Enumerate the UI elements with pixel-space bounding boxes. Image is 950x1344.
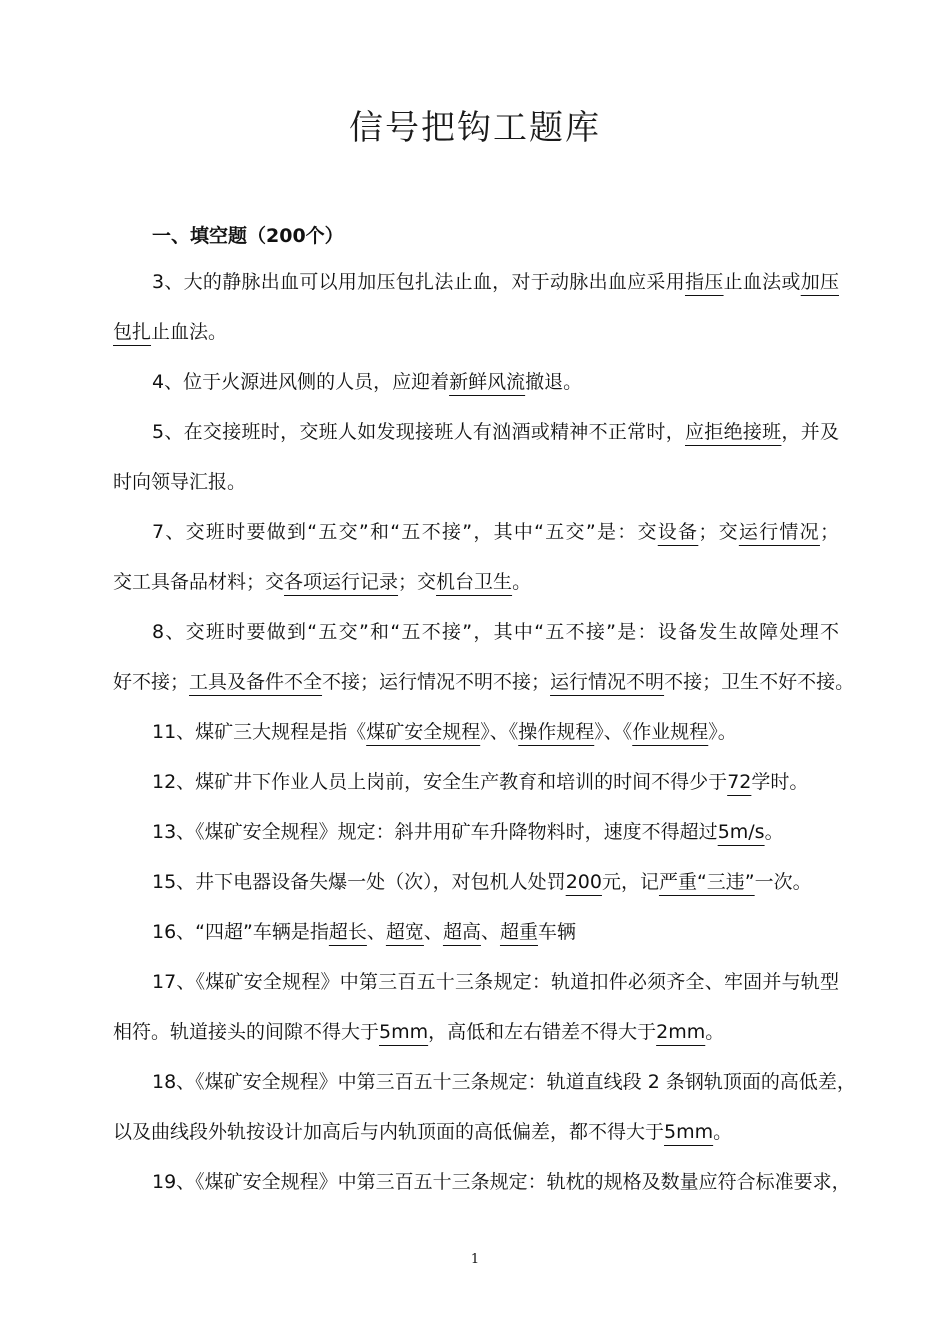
answer-blank: 应拒绝接班 — [685, 421, 782, 443]
text-line — [113, 970, 839, 994]
answer-blank: 运行情况 — [738, 521, 820, 543]
text-segment: 18、《煤矿安全规程》中第三百五十三条规定：轨道直线段 2 条钢轨顶面的高低差， — [152, 1071, 856, 1093]
text-segment: 、 — [480, 921, 500, 943]
answer-blank: 加压 — [800, 271, 839, 293]
answer-blank: 72 — [727, 771, 752, 793]
answer-blank: 2mm — [656, 1021, 706, 1043]
text-line — [113, 1120, 839, 1144]
text-segment: 交工具备品材料；交 — [113, 571, 285, 593]
answer-blank: 超高 — [442, 921, 481, 943]
text-line — [113, 470, 839, 494]
text-segment: 3、大的静脉出血可以用加压包扎法止血，对于动脉出血应采用 — [152, 271, 685, 293]
answer-blank: 超长 — [328, 921, 367, 943]
text-segment: 好不接； — [113, 671, 190, 693]
text-segment: 11、煤矿三大规程是指《 — [152, 721, 367, 743]
text-line — [113, 920, 839, 944]
text-segment: ，高低和左右错差不得大于 — [428, 1021, 657, 1043]
text-segment: 19、《煤矿安全规程》中第三百五十三条规定：轨枕的规格及数量应符合标准要求， — [152, 1171, 851, 1193]
text-segment: 。 — [512, 571, 532, 593]
text-line — [113, 570, 839, 594]
text-line — [113, 720, 839, 744]
text-line — [113, 520, 839, 544]
answer-blank: 各项运行记录 — [284, 571, 399, 593]
text-line — [113, 770, 839, 794]
text-segment: 7、交班时要做到“五交”和“五不接”，其中“五交”是：交 — [152, 521, 658, 543]
answer-blank: 超宽 — [385, 921, 424, 943]
text-segment: 8、交班时要做到“五交”和“五不接”，其中“五不接”是：设备发生故障处理不 — [152, 621, 839, 643]
text-segment: 撤退。 — [525, 371, 583, 393]
text-segment: ；交 — [398, 571, 437, 593]
answer-blank: 机台卫生 — [436, 571, 513, 593]
text-segment: 》、《 — [594, 721, 633, 743]
answer-blank: 5mm — [379, 1021, 429, 1043]
text-segment: 15、井下电器设备失爆一处（次），对包机人处罚 — [152, 871, 566, 893]
text-segment: 17、《煤矿安全规程》中第三百五十三条规定：轨道扣件必须齐全、牢固并与轨型 — [152, 971, 839, 993]
text-segment: 5、在交接班时，交班人如发现接班人有汹酒或精神不正常时， — [152, 421, 685, 443]
text-segment: 。 — [705, 1021, 725, 1043]
answer-blank: 指压 — [684, 271, 724, 293]
text-line — [113, 620, 839, 644]
text-line — [113, 820, 839, 844]
text-line — [113, 1020, 839, 1044]
answer-blank: 5m/s — [717, 821, 765, 843]
text-segment: 止血法或 — [723, 271, 801, 293]
text-segment: 。 — [713, 1121, 733, 1143]
text-segment: 一次。 — [754, 871, 812, 893]
answer-blank: 作业规程 — [632, 721, 709, 743]
text-segment: ； — [819, 521, 839, 543]
text-segment: 12、煤矿井下作业人员上岗前，安全生产教育和培训的时间不得少于 — [152, 771, 728, 793]
text-segment: 》、《 — [480, 721, 519, 743]
answer-blank: 工具及备件不全 — [189, 671, 323, 693]
text-segment: 、 — [423, 921, 443, 943]
text-line — [113, 420, 839, 444]
answer-blank: 运行情况不明 — [550, 671, 665, 693]
text-segment: 学时。 — [751, 771, 809, 793]
text-segment: 》。 — [708, 721, 737, 743]
answer-blank: 200 — [565, 871, 602, 893]
text-segment: 16、“四超”车辆是指 — [152, 921, 329, 943]
answer-blank: 新鲜风流 — [449, 371, 526, 393]
answer-blank: 超重 — [499, 921, 538, 943]
text-segment: 不接；运行情况不明不接； — [322, 671, 551, 693]
text-segment: 不接；卫生不好不接。 — [664, 671, 855, 693]
text-segment: ；交 — [698, 521, 739, 543]
text-segment: 时向领导汇报。 — [113, 471, 247, 493]
text-segment: 元，记 — [601, 871, 659, 893]
text-line — [113, 320, 839, 344]
text-line — [113, 370, 839, 394]
answer-blank: 操作规程 — [518, 721, 595, 743]
text-line — [113, 1070, 856, 1094]
answer-blank: 煤矿安全规程 — [366, 721, 481, 743]
answer-blank: 设备 — [657, 521, 699, 543]
answer-blank: 5mm — [664, 1121, 714, 1143]
text-segment: 止血法。 — [151, 321, 228, 343]
text-segment: 4、位于火源进风侧的人员，应迎着 — [152, 371, 450, 393]
text-segment: 车辆 — [537, 921, 576, 943]
text-segment: 13、《煤矿安全规程》规定：斜井用矿车升降物料时，速度不得超过 — [152, 821, 718, 843]
text-segment: 。 — [764, 821, 784, 843]
text-line — [113, 270, 839, 294]
text-segment: 、 — [366, 921, 386, 943]
text-line — [113, 670, 855, 694]
page-number: 1 — [470, 1252, 480, 1267]
text-segment: ，并及 — [781, 421, 839, 443]
text-segment: 以及曲线段外轨按设计加高后与内轨顶面的高低偏差，都不得大于 — [113, 1121, 665, 1143]
answer-blank: 严重“三违” — [658, 871, 755, 893]
text-line — [113, 1170, 851, 1194]
document-title: 信号把钩工题库 — [349, 108, 601, 148]
text-segment: 相符。轨道接头的间隙不得大于 — [113, 1021, 380, 1043]
section-heading: 一、填空题（200个） — [152, 225, 344, 247]
answer-blank: 包扎 — [113, 321, 152, 343]
text-line — [113, 870, 839, 894]
